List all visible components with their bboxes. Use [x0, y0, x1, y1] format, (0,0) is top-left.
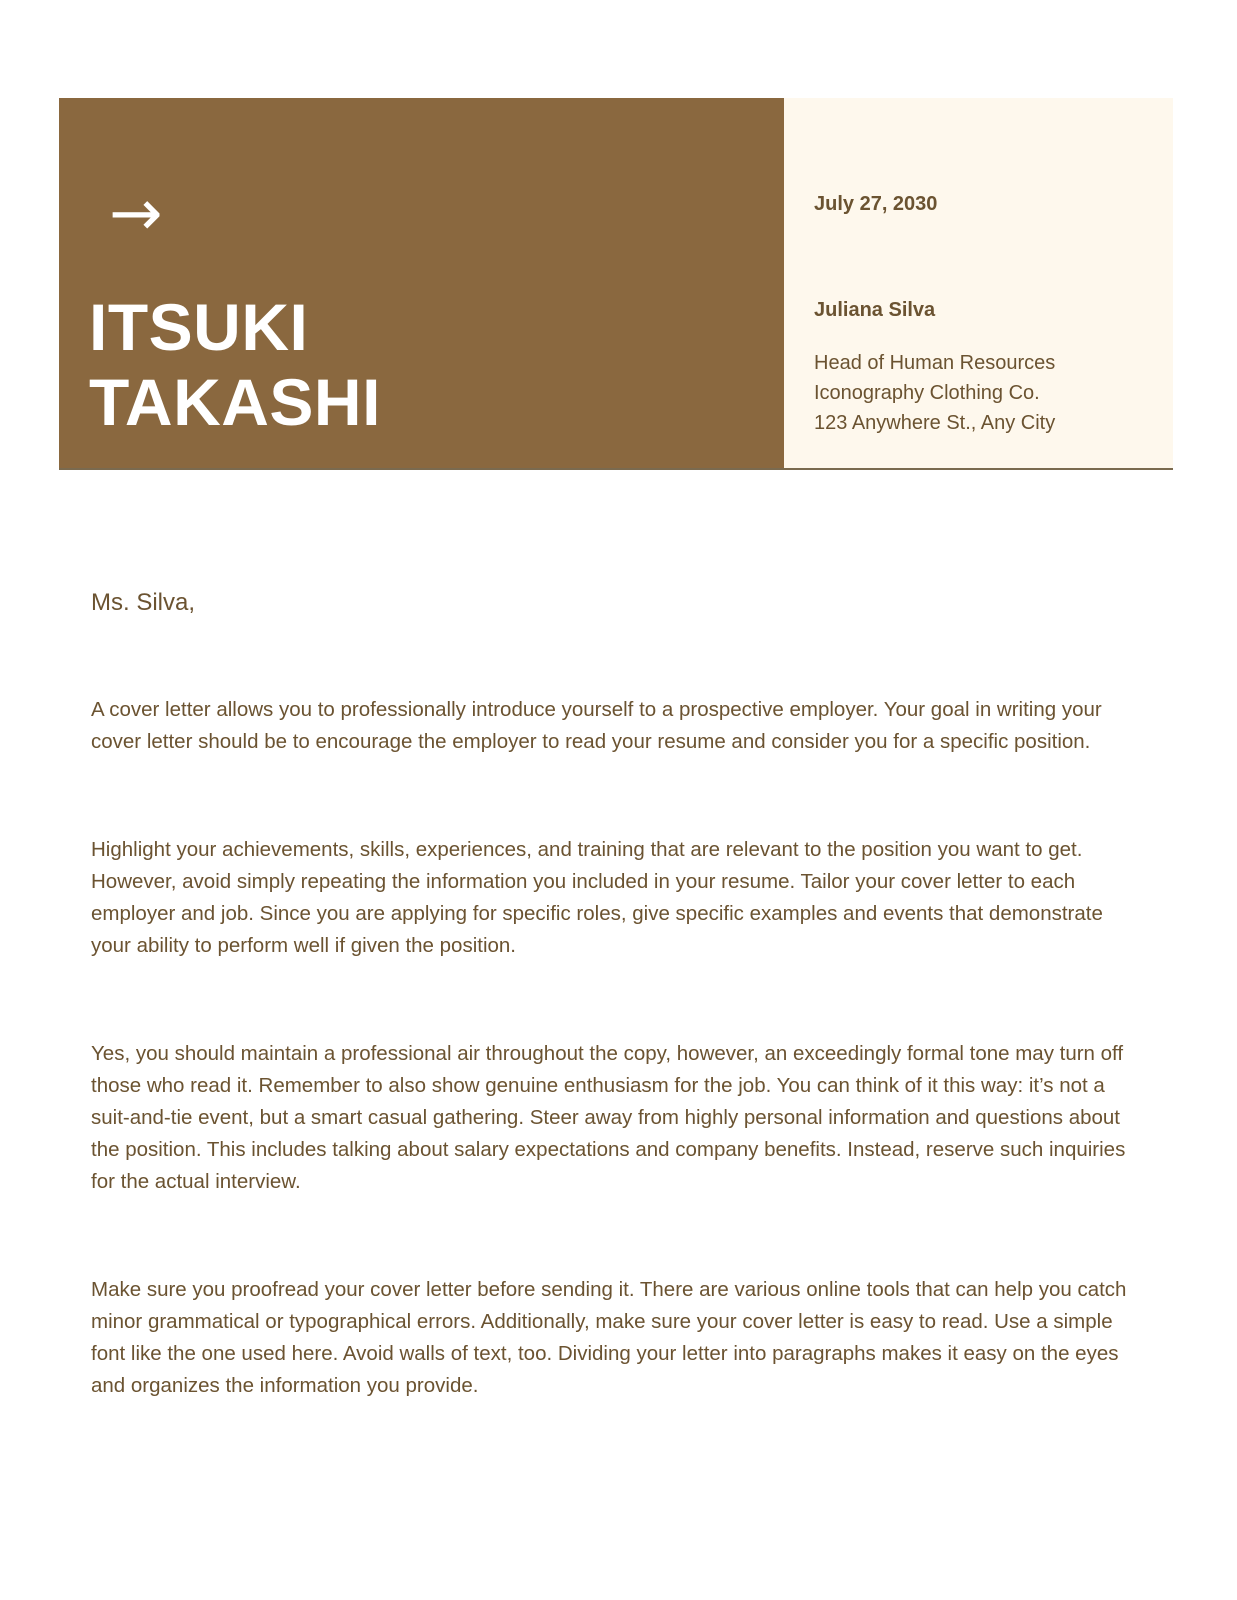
letter-header — [59, 98, 1173, 470]
recipient-address: 123 Anywhere St., Any City — [814, 412, 1056, 434]
letter-date: July 27, 2030 — [814, 193, 938, 215]
paragraph-2: Highlight your achievements, skills, experiences, and training that are relevant to the position you want to get. However, avoid simply repeating the information you included in your resume. Tailor your cover letter to each employer and job. Since you are applying for specific roles, give specific examples and events that demonstrate your ability to perform well if given the position. — [91, 838, 1103, 957]
applicant-name-line1: ITSUKI — [89, 290, 309, 364]
recipient-name: Juliana Silva — [814, 299, 936, 321]
recipient-company: Iconography Clothing Co. — [814, 382, 1040, 404]
paragraph-1: A cover letter allows you to professionally introduce yourself to a prospective employer. Your goal in writing your cover letter should be to encourage the employer to read your resume and consider you for a specific position. — [91, 698, 1102, 753]
recipient-title: Head of Human Resources — [814, 352, 1056, 374]
salutation: Ms. Silva, — [91, 589, 196, 616]
arrow-right-icon: → — [109, 177, 163, 251]
applicant-name-line2: TAKASHI — [89, 365, 381, 439]
recipient-panel — [784, 98, 1173, 468]
paragraph-3: Yes, you should maintain a professional air throughout the copy, however, an exceedingly formal tone may turn off those who read it. Remember to also show genuine enthusiasm for the job. You can think of it this way: it’s not a suit-and-tie event, but a smart casual gathering. Steer away from highly personal information and questions about the position. This includes talking about salary expectations and company benefits. Instead, reserve such inquiries for the actual interview. — [91, 1042, 1126, 1193]
letter-body — [91, 588, 1141, 1478]
name-panel — [59, 98, 784, 468]
recipient-details — [814, 348, 1055, 438]
paragraph-4: Make sure you proofread your cover letter before sending it. There are various online tools that can help you catch minor grammatical or typographical errors. Additionally, make sure your cover letter is easy to read. Use a simple font like the one used here. Avoid walls of text, too. Dividing your letter into paragraphs makes it easy on the eyes and organizes the information you provide. — [91, 1278, 1127, 1397]
applicant-name — [89, 290, 381, 440]
